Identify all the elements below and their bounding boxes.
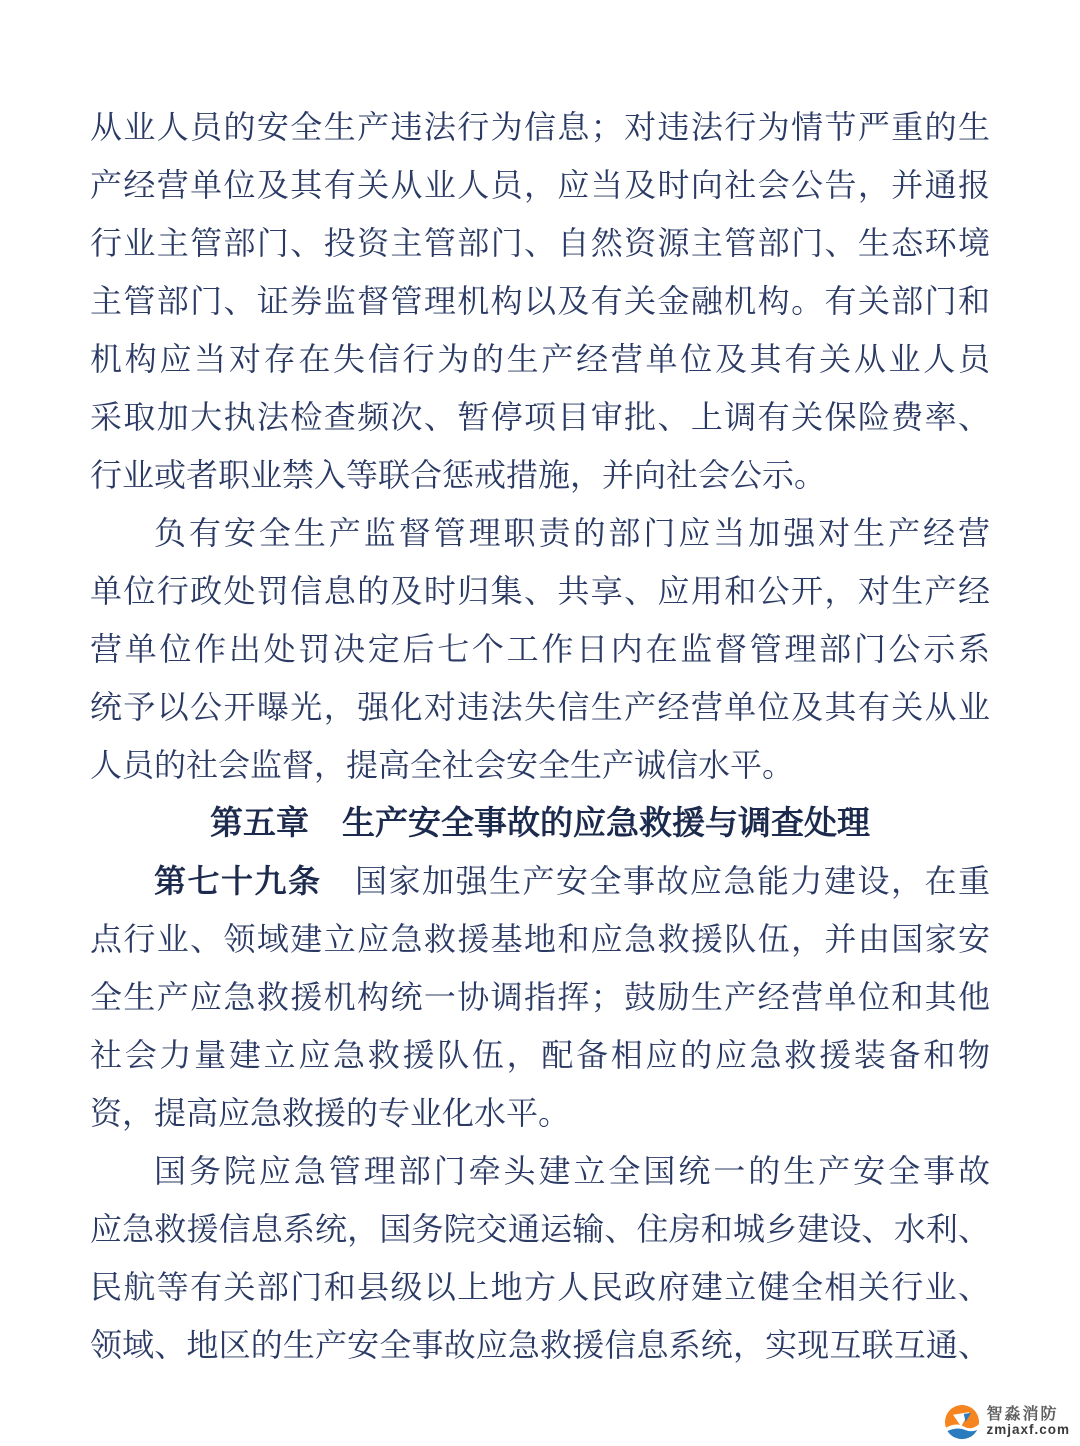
paragraph-line: 应急救援信息系统，国务院交通运输、住房和城乡建设、水利、 bbox=[90, 1211, 990, 1247]
paragraph-line: 单位行政处罚信息的及时归集、共享、应用和公开，对生产经 bbox=[90, 573, 990, 609]
watermark-domain: zmjaxf.com bbox=[986, 1422, 1070, 1438]
zhimiao-fire-logo-icon bbox=[944, 1404, 980, 1440]
paragraph-line: 统予以公开曝光，强化对违法失信生产经营单位及其有关从业 bbox=[90, 689, 990, 725]
paragraph-line: 资，提高应急救援的专业化水平。 bbox=[90, 1095, 571, 1131]
paragraph-line: 行业或者职业禁入等联合惩戒措施，并向社会公示。 bbox=[90, 457, 827, 493]
paragraph-line: 全生产应急救援机构统一协调指挥；鼓励生产经营单位和其他 bbox=[90, 979, 990, 1015]
paragraph-line: 行业主管部门、投资主管部门、自然资源主管部门、生态环境 bbox=[90, 225, 990, 261]
paragraph-line: 人员的社会监督，提高全社会安全生产诚信水平。 bbox=[90, 747, 795, 783]
paragraph-line: 民航等有关部门和县级以上地方人民政府建立健全相关行业、 bbox=[90, 1269, 990, 1305]
document-page bbox=[90, 0, 990, 1374]
paragraph-line: 社会力量建立应急救援队伍，配备相应的应急救援装备和物 bbox=[90, 1037, 990, 1073]
paragraph-line: 产经营单位及其有关从业人员，应当及时向社会公告，并通报 bbox=[90, 167, 990, 203]
paragraph-line: 从业人员的安全生产违法行为信息；对违法行为情节严重的生 bbox=[90, 109, 990, 145]
paragraph-line: 负有安全生产监督管理职责的部门应当加强对生产经营 bbox=[154, 515, 990, 551]
paragraph-line: 主管部门、证券监督管理机构以及有关金融机构。有关部门和 bbox=[90, 283, 990, 319]
watermark-brand: 智淼消防 bbox=[986, 1405, 1059, 1423]
paragraph-line: 国务院应急管理部门牵头建立全国统一的生产安全事故 bbox=[154, 1153, 990, 1189]
paragraph-line: 采取加大执法检查频次、暂停项目审批、上调有关保险费率、 bbox=[90, 399, 990, 435]
paragraph-line: 点行业、领域建立应急救援基地和应急救援队伍，并由国家安 bbox=[90, 921, 990, 957]
paragraph-line bbox=[90, 852, 990, 910]
watermark bbox=[944, 1404, 1070, 1440]
paragraph-line: 机构应当对存在失信行为的生产经营单位及其有关从业人员 bbox=[90, 341, 990, 377]
paragraph-line: 营单位作出处罚决定后七个工作日内在监督管理部门公示系 bbox=[90, 631, 990, 667]
paragraph-line: 领域、地区的生产安全事故应急救援信息系统，实现互联互通、 bbox=[90, 1327, 990, 1363]
watermark-text bbox=[986, 1406, 1070, 1438]
article-text: 国家加强生产安全事故应急能力建设，在重 bbox=[321, 863, 990, 899]
chapter-heading: 第五章 生产安全事故的应急救援与调查处理 bbox=[210, 804, 870, 841]
article-number: 第七十九条 bbox=[154, 863, 322, 899]
